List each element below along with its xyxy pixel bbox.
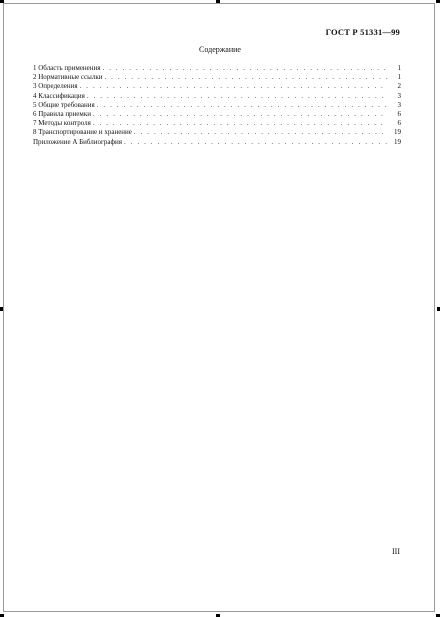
standard-code: ГОСТ Р 51331—99 bbox=[325, 27, 400, 37]
toc-entry[interactable] bbox=[33, 92, 401, 101]
toc-entry-page: 6 bbox=[397, 119, 401, 128]
toc-entry[interactable] bbox=[33, 101, 401, 110]
dot-leader bbox=[80, 82, 388, 91]
toc-entry-page: 1 bbox=[397, 73, 401, 82]
dot-leader bbox=[93, 119, 388, 128]
dot-leader bbox=[104, 73, 388, 82]
dot-leader bbox=[87, 92, 388, 101]
dot-leader bbox=[124, 138, 388, 147]
toc-entry[interactable] bbox=[33, 128, 401, 137]
toc-entry[interactable] bbox=[33, 73, 401, 82]
table-of-contents bbox=[33, 64, 401, 147]
toc-entry-label: 8 Транспортирование и хранение bbox=[33, 128, 132, 137]
dot-leader bbox=[97, 101, 388, 110]
toc-entry[interactable] bbox=[33, 119, 401, 128]
toc-entry-page: 1 bbox=[397, 64, 401, 72]
toc-entry[interactable] bbox=[33, 110, 401, 119]
page-number: III bbox=[392, 547, 400, 556]
toc-entry-label: 2 Нормативные ссылки bbox=[33, 73, 103, 82]
crop-mark bbox=[0, 307, 3, 311]
toc-entry-label: 3 Определения bbox=[33, 82, 78, 91]
toc-entry-label: 5 Общие требования bbox=[33, 100, 95, 109]
dot-leader bbox=[103, 64, 389, 73]
crop-mark bbox=[0, 0, 4, 3]
toc-entry-page: 3 bbox=[397, 91, 401, 100]
toc-entry-page: 2 bbox=[397, 82, 401, 91]
toc-entry[interactable] bbox=[33, 64, 401, 73]
toc-entry-page: 3 bbox=[397, 100, 401, 109]
crop-mark bbox=[436, 0, 440, 3]
crop-mark bbox=[216, 0, 220, 3]
dot-leader bbox=[93, 110, 388, 119]
toc-entry-page: 19 bbox=[394, 128, 401, 137]
toc-entry-page: 6 bbox=[397, 110, 401, 119]
toc-entry-label: 6 Правила приемки bbox=[33, 110, 91, 119]
toc-entry[interactable] bbox=[33, 138, 401, 147]
toc-entry-label: Приложение А Библиография bbox=[33, 137, 122, 146]
toc-entry-label: 7 Методы контроля bbox=[33, 119, 91, 128]
toc-entry[interactable] bbox=[33, 82, 401, 91]
toc-entry-page: 19 bbox=[394, 137, 401, 146]
toc-title: Содержание bbox=[199, 45, 241, 54]
toc-entry-label: 1 Область применения bbox=[33, 64, 101, 72]
toc-entry-label: 4 Классификация bbox=[33, 91, 85, 100]
dot-leader bbox=[134, 128, 388, 137]
